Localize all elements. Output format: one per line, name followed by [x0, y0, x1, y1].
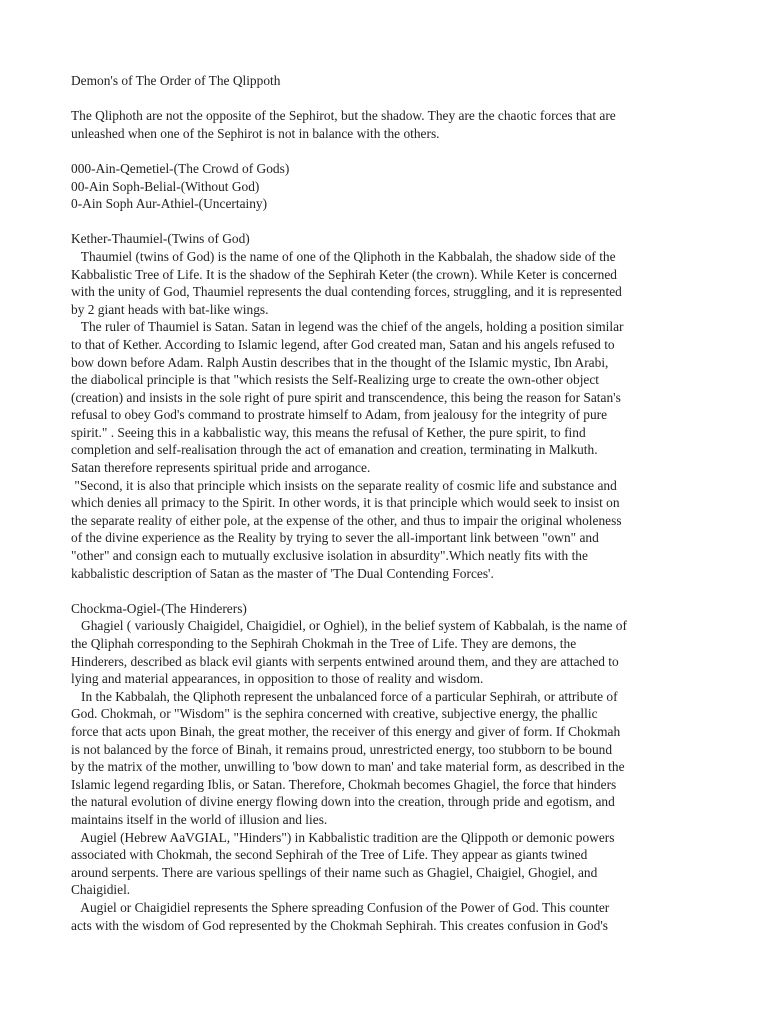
text-line: Augiel (Hebrew AaVGIAL, "Hinders") in Kabbalistic tradition are the Qlippoth or demonic powers	[71, 829, 615, 845]
ain-list	[71, 160, 697, 213]
text-line: maintains itself in the world of illusion and lies.	[71, 811, 328, 827]
text-line: Hinderers, described as black evil giants with serpents entwined around them, and they are attached to	[71, 653, 619, 669]
text-line: (creation) and insists in the sole right of pure spirit and transcendence, this being the reason for Satan's	[71, 389, 621, 405]
text-line: acts with the wisdom of God represented by the Chokmah Sephirah. This creates confusion in God's	[71, 917, 608, 933]
text-line: spirit." . Seeing this in a kabbalistic way, this means the refusal of Kether, the pure spirit, to find	[71, 424, 586, 440]
text-line: The ruler of Thaumiel is Satan. Satan in legend was the chief of the angels, holding a position similar	[71, 319, 624, 335]
text-line: unleashed when one of the Sephirot is not in balance with the others.	[71, 125, 440, 141]
list-item: 0-Ain Soph Aur-Athiel-(Uncertainy)	[71, 196, 268, 212]
text-line: Satan therefore represents spiritual pride and arrogance.	[71, 460, 371, 476]
text-line: Thaumiel (twins of God) is the name of one of the Qliphoth in the Kabbalah, the shadow side of the	[71, 248, 616, 264]
text-line: the separate reality of either pole, at the expense of the other, and thus to impair the original wholeness	[71, 512, 622, 528]
chockma-section	[71, 600, 697, 934]
text-line: force that acts upon Binah, the great mother, the receiver of this energy and giver of form. If Chokmah	[71, 723, 621, 739]
spacer	[71, 213, 697, 231]
text-line: The Qliphoth are not the opposite of the Sephirot, but the shadow. They are the chaotic forces that are	[71, 108, 616, 124]
spacer	[71, 582, 697, 600]
text-line: "other" and consign each to mutually exclusive isolation in absurdity".Which neatly fits with the	[71, 548, 588, 564]
section-heading: Kether-Thaumiel-(Twins of God)	[71, 231, 250, 247]
document-title: Demon's of The Order of The Qlippoth	[71, 73, 281, 88]
text-line: lying and material appearances, in opposition to those of reality and wisdom.	[71, 671, 484, 687]
text-line: Ghagiel ( variously Chaigidel, Chaigidiel, or Oghiel), in the belief system of Kabbalah, is the name of	[71, 618, 627, 634]
section-heading: Chockma-Ogiel-(The Hinderers)	[71, 600, 247, 616]
text-line: by 2 giant heads with bat-like wings.	[71, 301, 269, 317]
text-line: Kabbalistic Tree of Life. It is the shadow of the Sephirah Keter (the crown). While Keter is concerned	[71, 266, 617, 282]
kether-section	[71, 230, 697, 582]
text-line: which denies all primacy to the Spirit. In other words, it is that principle which would seek to insist on	[71, 495, 620, 511]
spacer	[71, 142, 697, 160]
text-line: the diabolical principle is that "which resists the Self-Realizing urge to create the own-other object	[71, 372, 600, 388]
list-item: 000-Ain-Qemetiel-(The Crowd of Gods)	[71, 160, 290, 176]
text-line: with the unity of God, Thaumiel represents the dual contending forces, struggling, and it is represented	[71, 284, 622, 300]
text-line: Chaigidiel.	[71, 882, 131, 898]
text-line: around serpents. There are various spellings of their name such as Ghagiel, Chaigiel, Ghogiel, and	[71, 864, 598, 880]
text-line: kabbalistic description of Satan as the master of 'The Dual Contending Forces'.	[71, 565, 494, 581]
text-line: God. Chokmah, or "Wisdom" is the sephira concerned with creative, subjective energy, the phallic	[71, 706, 598, 722]
spacer	[71, 90, 697, 108]
text-line: the natural evolution of divine energy flowing down into the creation, through pride and egotism, and	[71, 794, 615, 810]
text-line: In the Kabbalah, the Qliphoth represent the unbalanced force of a particular Sephirah, or attribute of	[71, 688, 618, 704]
text-line: Islamic legend regarding Iblis, or Satan. Therefore, Chokmah becomes Ghagiel, the force that hinders	[71, 776, 617, 792]
text-line: "Second, it is also that principle which insists on the separate reality of cosmic life and substance and	[71, 477, 617, 493]
intro-paragraph	[71, 107, 697, 142]
text-line: refusal to obey God's command to prostrate himself to Adam, from jealousy for the integrity of pure	[71, 407, 608, 423]
text-line: of the divine experience as the Reality by trying to sever the all-important link between "own" and	[71, 530, 599, 546]
document-page	[71, 72, 697, 934]
text-line: is not balanced by the force of Binah, it remains proud, unrestricted energy, too stubborn to be bound	[71, 741, 613, 757]
text-line: completion and self-realisation through the act of emanation and creation, terminating in Malkuth.	[71, 442, 598, 458]
text-line: Augiel or Chaigidiel represents the Sphere spreading Confusion of the Power of God. This counter	[71, 899, 610, 915]
text-line: to that of Kether. According to Islamic legend, after God created man, Satan and his angels refused to	[71, 336, 615, 352]
text-line: by the matrix of the mother, unwilling to 'bow down to man' and take material form, as described in the	[71, 759, 625, 775]
list-item: 00-Ain Soph-Belial-(Without God)	[71, 178, 260, 194]
text-line: the Qliphah corresponding to the Sephirah Chokmah in the Tree of Life. They are demons, the	[71, 636, 577, 651]
text-line: associated with Chokmah, the second Sephirah of the Tree of Life. They appear as giants twined	[71, 847, 588, 863]
text-line: bow down before Adam. Ralph Austin describes that in the thought of the Islamic mystic, Ibn Arabi,	[71, 354, 609, 370]
